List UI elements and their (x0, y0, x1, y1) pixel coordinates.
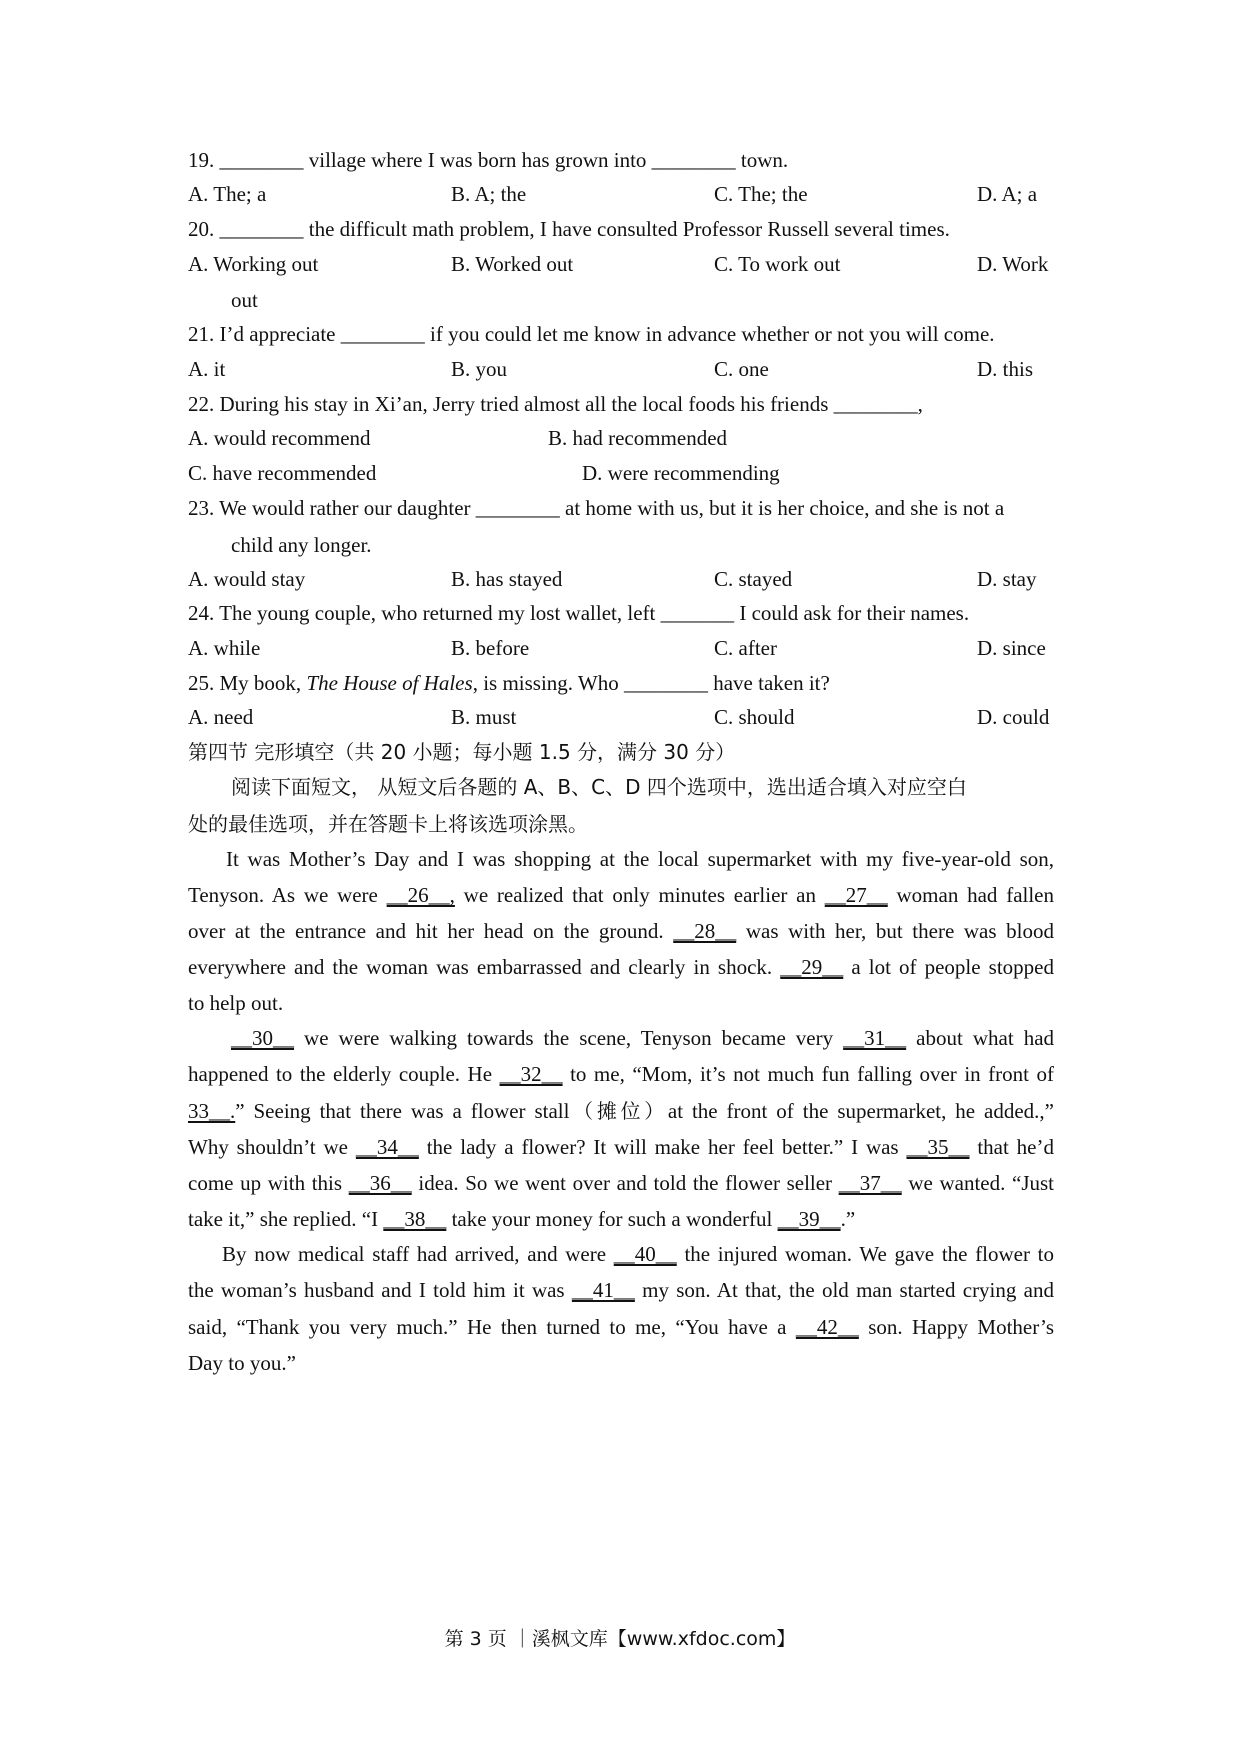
passage-line: Day to you.” (188, 1351, 296, 1375)
text: （摊位） (569, 1099, 668, 1123)
stem-text: 25. My book, (188, 671, 307, 695)
option-a: A. it (188, 357, 226, 381)
option-b: B. you (451, 357, 508, 381)
option-b: B. has stayed (451, 567, 563, 591)
passage-line (188, 953, 1054, 981)
question-20-stem: 20. ________ the difficult math problem, I have consulted Professor Russell several times. (188, 217, 950, 241)
text: Why shouldn’t we (188, 1135, 356, 1159)
question-24-stem: 24. The young couple, who returned my lost wallet, left _______ I could ask for their names. (188, 601, 970, 625)
stem-text: , is missing. Who ________ have taken it? (472, 671, 830, 695)
blank-26: __26__, (386, 883, 455, 907)
blank-36: __36__ (348, 1171, 412, 1195)
text: my son. At that, the old man started crying and (634, 1278, 1054, 1302)
passage-line (188, 1097, 1054, 1125)
book-title: The House of Hales (306, 671, 473, 695)
text: that he’d (969, 1135, 1054, 1159)
text: ” Seeing that there was a flower stall (235, 1099, 570, 1123)
option-c: C. To work out (714, 252, 841, 276)
text: everywhere and the woman was embarrassed and clearly in shock. (188, 955, 781, 979)
passage-line (188, 1313, 1054, 1341)
text: the injured woman. We gave the flower to (676, 1242, 1054, 1266)
option-d: D. stay (977, 567, 1037, 591)
option-d: D. could (977, 705, 1050, 729)
option-c: C. should (714, 705, 795, 729)
text: said, “Thank you very much.” He then turned to me, “You have a (188, 1315, 796, 1339)
text: about what had (906, 1026, 1055, 1050)
page-footer: 第 3 页 ｜溪枫文库【www.xfdoc.com】 (444, 1628, 796, 1650)
option-d: D. since (977, 636, 1046, 660)
option-b: B. A; the (451, 182, 527, 206)
option-d-continuation: out (231, 288, 258, 312)
question-23-stem-continuation: child any longer. (231, 533, 372, 557)
option-b: B. had recommended (548, 426, 728, 450)
text: was with her, but there was blood (736, 919, 1054, 943)
blank-30: __30__ (231, 1026, 294, 1050)
text: son. Happy Mother’s (858, 1315, 1055, 1339)
text: we wanted. “Just (901, 1171, 1054, 1195)
option-d: D. A; a (977, 182, 1038, 206)
blank-33: 33__. (188, 1099, 236, 1123)
passage-line: It was Mother’s Day and I was shopping at the local supermarket with my five-year-old son, (226, 847, 1054, 871)
blank-27: __27__ (824, 883, 888, 907)
blank-38: __38__ (383, 1207, 447, 1231)
text: woman had fallen (887, 883, 1054, 907)
option-c: C. after (714, 636, 777, 660)
option-c: C. have recommended (188, 461, 377, 485)
option-b: B. before (451, 636, 530, 660)
option-c: C. The; the (714, 182, 808, 206)
option-b: B. Worked out (451, 252, 574, 276)
section-instruction-cont: 处的最佳选项，并在答题卡上将该选项涂黑。 (188, 812, 588, 836)
blank-42: __42__ (795, 1315, 859, 1339)
option-a: A. while (188, 636, 261, 660)
passage-line (222, 1240, 1054, 1268)
blank-41: __41__ (571, 1278, 635, 1302)
blank-34: __34__ (355, 1135, 419, 1159)
text: the woman’s husband and I told him it was (188, 1278, 572, 1302)
text: By now medical staff had arrived, and were (222, 1242, 614, 1266)
section-instruction: 阅读下面短文， 从短文后各题的 A、B、C、D 四个选项中，选出适合填入对应空白 (231, 775, 967, 799)
blank-39: __39__ (777, 1207, 841, 1231)
blank-35: __35__ (906, 1135, 970, 1159)
passage-line (188, 1205, 1054, 1233)
question-19-stem: 19. ________ village where I was born has grown into ________ town. (188, 148, 789, 172)
passage-line (188, 1133, 1054, 1161)
option-c: C. one (714, 357, 769, 381)
passage-line (188, 881, 1054, 909)
blank-32: __32__ (499, 1062, 563, 1086)
option-a: A. would recommend (188, 426, 371, 450)
option-d: D. were recommending (582, 461, 780, 485)
section-heading: 第四节 完形填空（共 20 小题；每小题 1.5 分，满分 30 分） (188, 740, 736, 764)
text: the lady a flower? It will make her feel better.” I was (418, 1135, 907, 1159)
blank-40: __40__ (613, 1242, 677, 1266)
blank-28: __28__ (673, 919, 737, 943)
option-a: A. need (188, 705, 254, 729)
text: we realized that only minutes earlier an (454, 883, 825, 907)
passage-line (188, 917, 1054, 945)
option-b: B. must (451, 705, 517, 729)
text: Tenyson. As we were (188, 883, 387, 907)
text: take it,” she replied. “I (188, 1207, 384, 1231)
blank-37: __37__ (838, 1171, 902, 1195)
text: happened to the elderly couple. He (188, 1062, 500, 1086)
text: come up with this (188, 1171, 349, 1195)
option-a: A. The; a (188, 182, 267, 206)
passage-line (188, 1169, 1054, 1197)
text: idea. So we went over and told the flower seller (411, 1171, 839, 1195)
passage-line (188, 1060, 1054, 1088)
text: at the front of the supermarket, he added.,” (667, 1099, 1055, 1123)
passage-line (188, 1276, 1054, 1304)
text: over at the entrance and hit her head on the ground. (188, 919, 674, 943)
blank-31: __31__ (843, 1026, 907, 1050)
option-a: A. would stay (188, 567, 306, 591)
question-25-stem (188, 669, 1054, 697)
text: a lot of people stopped (843, 955, 1054, 979)
passage-line: to help out. (188, 991, 284, 1015)
text: we were walking towards the scene, Tenyson became very (294, 1026, 844, 1050)
text: .” (840, 1207, 856, 1231)
option-d: D. this (977, 357, 1034, 381)
text: take your money for such a wonderful (446, 1207, 778, 1231)
text: to me, “Mom, it’s not much fun falling over in front of (562, 1062, 1054, 1086)
blank-29: __29__ (780, 955, 844, 979)
question-23-stem: 23. We would rather our daughter ________ at home with us, but it is her choice, and she is not a (188, 496, 1005, 520)
option-d: D. Work (977, 252, 1049, 276)
question-22-stem: 22. During his stay in Xi’an, Jerry tried almost all the local foods his friends ________, (188, 392, 923, 416)
passage-line (231, 1024, 1054, 1052)
option-a: A. Working out (188, 252, 319, 276)
option-c: C. stayed (714, 567, 793, 591)
question-21-stem: 21. I’d appreciate ________ if you could let me know in advance whether or not you will come. (188, 322, 995, 346)
